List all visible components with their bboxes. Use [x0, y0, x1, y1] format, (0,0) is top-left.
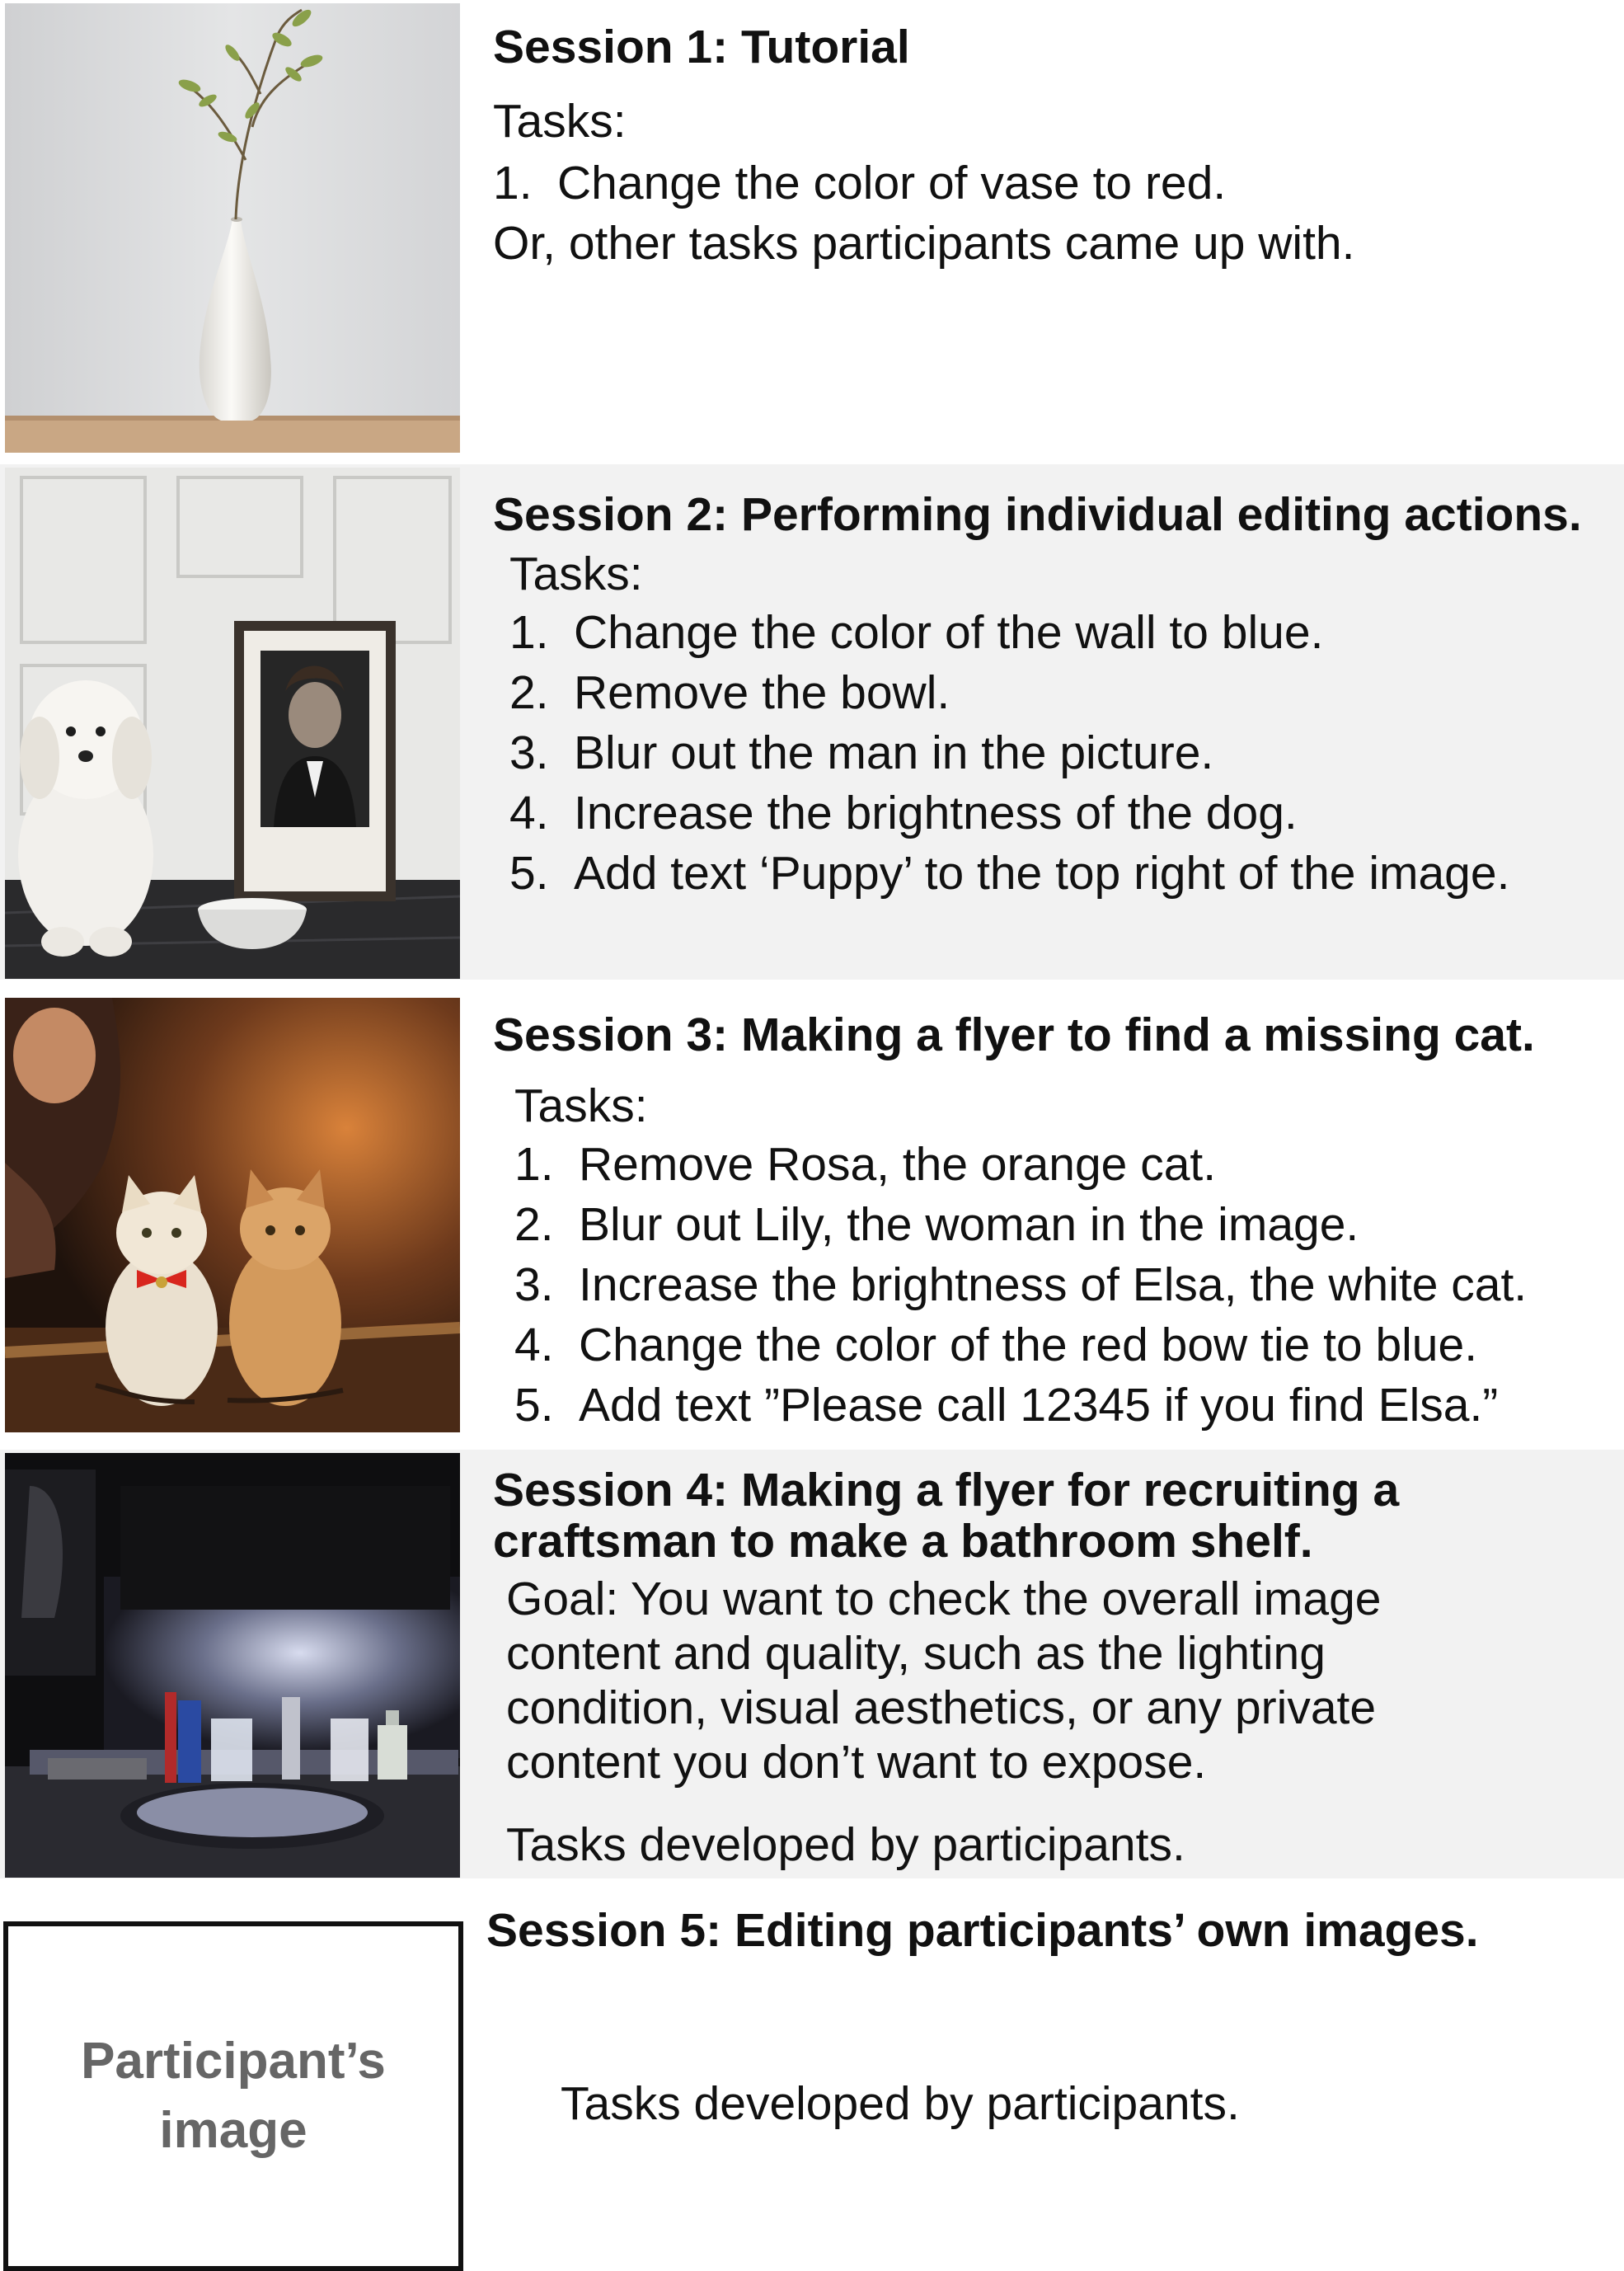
session-1-note: Or, other tasks participants came up with.	[493, 217, 1355, 270]
task-text: Change the color of the red bow tie to blue.	[579, 1319, 1478, 1371]
task-number: 5.	[514, 1379, 554, 1432]
session-4-goal-line-1	[506, 1572, 1608, 1626]
task-item	[509, 663, 1608, 723]
task-item	[514, 1315, 1608, 1375]
session-4-tasks-note: Tasks developed by participants.	[506, 1818, 1185, 1871]
task-number: 4.	[514, 1319, 554, 1371]
task-item	[514, 1255, 1608, 1315]
goal-label: Goal:	[506, 1573, 619, 1625]
task-number: 1.	[514, 1138, 554, 1191]
session-5-title: Session 5: Editing participants’ own images.	[486, 1904, 1479, 1957]
participant-image-label	[81, 2027, 386, 2165]
task-number: 3.	[509, 726, 549, 779]
session-4-goal-line-2: content and quality, such as the lighting	[506, 1627, 1326, 1680]
task-item	[509, 723, 1608, 783]
task-text: Add text ”Please call 12345 if you find Elsa.”	[579, 1379, 1499, 1432]
task-text: Remove Rosa, the orange cat.	[579, 1138, 1217, 1191]
task-number: 1.	[493, 157, 533, 209]
session-5-tasks-note: Tasks developed by participants.	[561, 2077, 1240, 2130]
session-4-title-line-1: Session 4: Making a flyer for recruiting a	[493, 1464, 1400, 1516]
task-item	[509, 844, 1608, 904]
session-4-title-line-2: craftsman to make a bathroom shelf.	[493, 1515, 1313, 1568]
task-number: 3.	[514, 1258, 554, 1311]
placeholder-label-line-2: image	[159, 2102, 307, 2159]
task-text: Increase the brightness of Elsa, the white cat.	[579, 1258, 1528, 1311]
task-item	[514, 1135, 1608, 1195]
session-4-title	[493, 1465, 1608, 1567]
task-number: 5.	[509, 847, 549, 900]
bathroom-photo	[5, 1453, 460, 1878]
session-1-title: Session 1: Tutorial	[493, 21, 910, 73]
task-text: Add text ‘Puppy’ to the top right of the image.	[574, 847, 1510, 900]
task-item	[514, 1375, 1608, 1436]
session-1-tasks-heading: Tasks:	[493, 95, 627, 148]
session-4-goal	[506, 1572, 1608, 1872]
task-item	[493, 153, 1608, 214]
cats-photo	[5, 998, 460, 1432]
participant-image-placeholder	[3, 1921, 463, 2271]
session-3-title: Session 3: Making a flyer to find a missing cat.	[493, 1009, 1535, 1061]
task-item	[509, 783, 1608, 844]
task-text: Change the color of the wall to blue.	[574, 606, 1324, 659]
task-text: Change the color of vase to red.	[557, 157, 1227, 209]
session-4-goal-line-4: content you don’t want to expose.	[506, 1736, 1207, 1789]
dog-photo	[5, 468, 460, 979]
task-item	[509, 603, 1608, 663]
session-2-title: Session 2: Performing individual editing actions.	[493, 488, 1582, 541]
task-text: Blur out Lily, the woman in the image.	[579, 1198, 1359, 1251]
session-1-task-list	[493, 153, 1608, 214]
task-number: 2.	[509, 666, 549, 719]
placeholder-label-line-1: Participant’s	[81, 2033, 386, 2090]
goal-text: You want to check the overall image	[618, 1573, 1382, 1625]
session-2-task-list	[509, 603, 1608, 904]
task-number: 2.	[514, 1198, 554, 1251]
task-text: Remove the bowl.	[574, 666, 950, 719]
session-4-goal-line-3: condition, visual aesthetics, or any private	[506, 1681, 1377, 1734]
vase-photo	[5, 3, 460, 453]
session-2-tasks-heading: Tasks:	[509, 548, 643, 600]
task-number: 4.	[509, 787, 549, 839]
task-number: 1.	[509, 606, 549, 659]
session-3-tasks-heading: Tasks:	[514, 1079, 648, 1132]
task-text: Blur out the man in the picture.	[574, 726, 1214, 779]
session-3-task-list	[514, 1135, 1608, 1436]
task-text: Increase the brightness of the dog.	[574, 787, 1298, 839]
task-item	[514, 1195, 1608, 1255]
